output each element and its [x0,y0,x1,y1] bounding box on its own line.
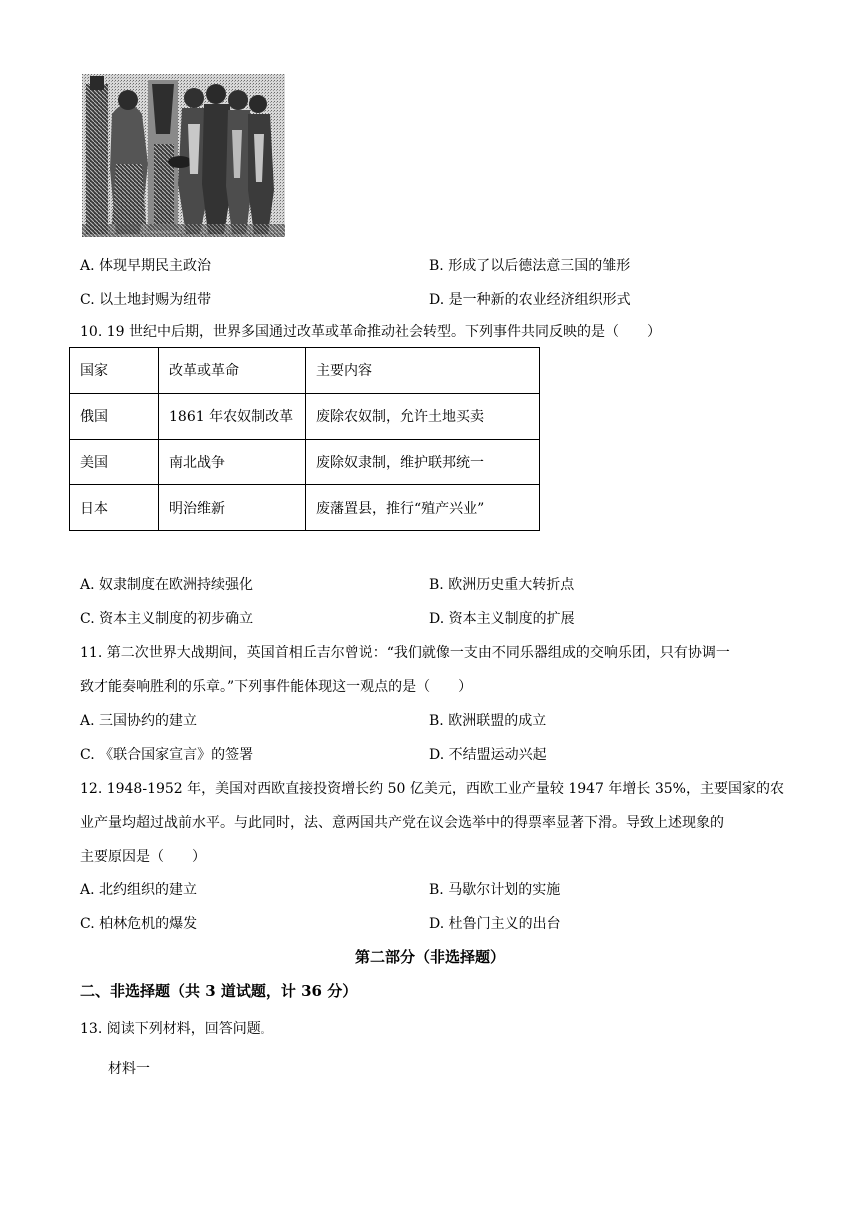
q13-stem-mark: 。 [260,1026,270,1036]
q13-stem [80,1018,270,1038]
table-header-cell: 国家 [70,348,159,394]
table-cell: 废除农奴制，允许土地买卖 [306,393,540,439]
table-cell: 废除奴隶制，维护联邦统一 [306,439,540,485]
q12-option-d: D. 杜鲁门主义的出台 [429,916,561,932]
q10-stem: 10. 19 世纪中后期，世界多国通过改革或革命推动社会转型。下列事件共同反映的是（ ） [80,324,661,340]
table-row [70,485,540,531]
section2-heading: 二、非选择题（共 3 道试题，计 36 分） [80,982,358,1000]
table-cell: 明治维新 [159,485,306,531]
q9-option-d: D. 是一种新的农业经济组织形式 [429,292,631,308]
q9-option-c: C. 以土地封赐为纽带 [80,292,212,308]
q12-option-b: B. 马歇尔计划的实施 [429,882,561,898]
table-cell: 废藩置县，推行“殖产兴业” [306,485,540,531]
q11-option-a: A. 三国协约的建立 [80,713,198,729]
q11-option-b: B. 欧洲联盟的成立 [429,713,547,729]
q10-option-c: C. 资本主义制度的初步确立 [80,611,254,627]
q12-option-c: C. 柏林危机的爆发 [80,916,198,932]
table-cell: 日本 [70,485,159,531]
part2-title: 第二部分（非选择题） [354,948,505,966]
table-row [70,439,540,485]
table-header-row [70,348,540,394]
q12-option-a: A. 北约组织的建立 [80,882,198,898]
q11-option-d: D. 不结盟运动兴起 [429,747,547,763]
table-cell: 1861 年农奴制改革 [159,393,306,439]
q12-stem-line3: 主要原因是（ ） [80,849,206,865]
q10-option-b: B. 欧洲历史重大转折点 [429,577,575,593]
table-header-cell: 主要内容 [306,348,540,394]
q12-stem-line2: 业产量均超过战前水平。与此同时，法、意两国共产党在议会选举中的得票率显著下滑。导致上述现象的 [80,815,724,831]
q12-stem-line1: 12. 1948-1952 年，美国对西欧直接投资增长约 50 亿美元，西欧工业产量较 1947 年增长 35%，主要国家的农 [80,781,784,797]
table-cell: 南北战争 [159,439,306,485]
q9-option-a: A. 体现早期民主政治 [80,258,212,274]
table-row [70,393,540,439]
q11-stem-line1: 11. 第二次世界大战期间，英国首相丘吉尔曾说：“我们就像一支由不同乐器组成的交响乐团，只有协调一 [80,645,730,661]
q11-stem-line2: 致才能奏响胜利的乐章。”下列事件能体现这一观点的是（ ） [80,679,473,695]
q13-stem-text: 13. 阅读下列材料，回答问题 [80,1021,261,1037]
q13-material1-label: 材料一 [108,1061,150,1077]
feudal-oath-illustration [82,74,285,237]
table-cell: 俄国 [70,393,159,439]
q10-option-d: D. 资本主义制度的扩展 [429,611,575,627]
q9-option-b: B. 形成了以后德法意三国的雏形 [429,258,631,274]
q11-option-c: C. 《联合国家宣言》的签署 [80,747,254,763]
table-header-cell: 改革或革命 [159,348,306,394]
q10-table [69,347,540,531]
table-cell: 美国 [70,439,159,485]
q10-option-a: A. 奴隶制度在欧洲持续强化 [80,577,254,593]
